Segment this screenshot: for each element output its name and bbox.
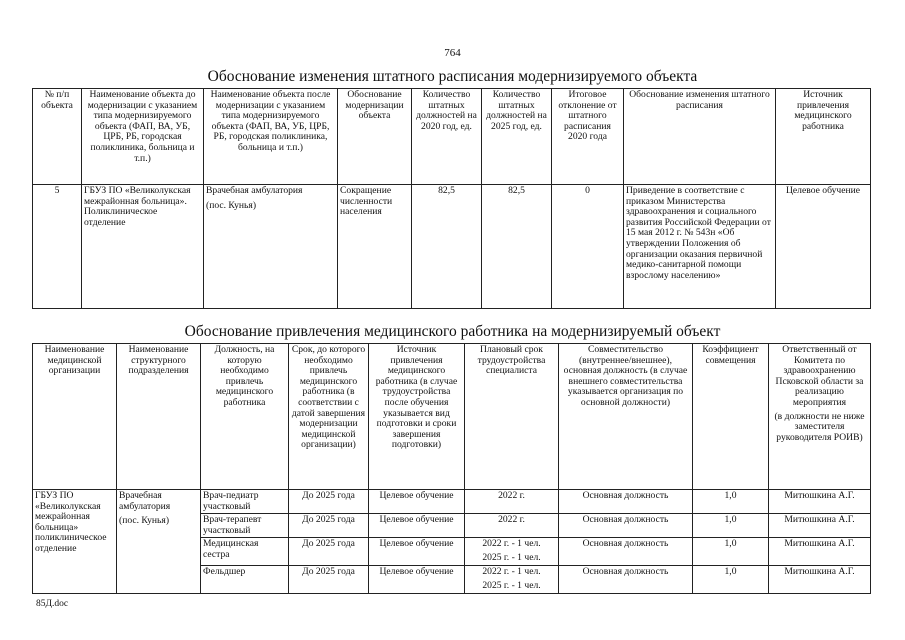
position: Врач-терапевт участковый (201, 514, 289, 538)
planned-date-1: 2022 г. (498, 514, 525, 526)
table1-title: Обоснование изменения штатного расписания модернизируемого объекта (207, 68, 698, 85)
table1-header-row (33, 89, 871, 185)
planned-date-2: 2025 г. - 1 чел. (482, 551, 541, 563)
count-2020: 82,5 (412, 185, 482, 309)
table2-header-cell: Совместительство (внутреннее/внешнее), основная должность (в случае внешнего совместительства указывается организация по основной должности) (559, 344, 693, 490)
object-after-location: (пос. Кунья) (206, 199, 257, 211)
deviation: 0 (552, 185, 624, 309)
position: Медицинская сестра (201, 538, 289, 566)
table-row (33, 490, 871, 514)
deadline: До 2025 года (289, 490, 369, 514)
table2-title: Обоснование привлечения медицинского работника на модернизируемый объект (184, 323, 721, 340)
object-before: ГБУЗ ПО «Великолукская межрайонная больница». Поликлиническое отделение (82, 185, 204, 309)
planned-date-1: 2022 г. - 1 чел. (482, 538, 541, 550)
row-number: 5 (33, 185, 82, 309)
table2-header-cell: Источник привлечения медицинского работника (в случае трудоустройства после обучения указывается вид подготовки и сроки завершения подготовки) (369, 344, 465, 490)
table2-header-cell: Срок, до которого необходимо привлечь медицинского работника (в соответствии с датой завершения модернизации медицинской организации) (289, 344, 369, 490)
responsible: Митюшкина А.Г. (769, 514, 871, 538)
table1-header-cell: Наименование объекта до модернизации с указанием типа модернизируемого объекта (ФАП, ВА, УБ, ЦРБ, РБ, городская поликлиника, больница и т.п.) (82, 89, 204, 185)
table2-header-cell: Должность, на которую необходимо привлечь медицинского работника (201, 344, 289, 490)
object-after-name: Врачебная амбулатория (206, 185, 303, 196)
table2-header-cell: Наименование медицинской организации (33, 344, 117, 490)
table1-header-cell: Обоснование модернизации объекта (338, 89, 412, 185)
planned-date (465, 538, 559, 566)
responsible: Митюшкина А.Г. (769, 538, 871, 566)
table1-header-cell: Источник привлечения медицинского работника (776, 89, 871, 185)
planned-date (465, 490, 559, 514)
coefficient: 1,0 (693, 490, 769, 514)
source: Целевое обучение (369, 566, 465, 593)
table2-header-cell: Наименование структурного подразделения (117, 344, 201, 490)
source: Целевое обучение (369, 514, 465, 538)
staffing-change-reason: Приведение в соответствие с приказом Министерства здравоохранения и социального развития Российской Федерации от 15 мая 2012 г. № 543н «Об утверждении Положения об организации оказания первичной медико-санитарной помощи взрослому населению» (624, 185, 776, 309)
planned-date-1: 2022 г. - 1 чел. (482, 566, 541, 578)
source: Целевое обучение (369, 538, 465, 566)
table2-header-cell: Коэффициент совмещения (693, 344, 769, 490)
table1-header-cell: Количество штатных должностей на 2020 год, ед. (412, 89, 482, 185)
table1-header-cell: Обоснование изменения штатного расписания (624, 89, 776, 185)
responsible-header-note: (в должности не ниже заместителя руководителя РОИВ) (774, 410, 865, 443)
organization-name: ГБУЗ ПО «Великолукская межрайонная больница» поликлиническое отделение (33, 490, 117, 594)
source: Целевое обучение (369, 490, 465, 514)
structural-unit-name: Врачебная амбулатория (119, 490, 171, 512)
staffing-change-table (32, 88, 871, 309)
planned-date (465, 514, 559, 538)
responsible-header: Ответственный от Комитета по здравоохранению Псковской области за реализацию мероприятия (775, 344, 864, 408)
page-number: 764 (444, 47, 461, 59)
structural-unit-location: (пос. Кунья) (119, 515, 170, 527)
planned-date-2: 2025 г. - 1 чел. (482, 579, 541, 591)
coefficient: 1,0 (693, 514, 769, 538)
combination: Основная должность (559, 566, 693, 593)
worker-attraction-table (32, 343, 871, 594)
responsible: Митюшкина А.Г. (769, 490, 871, 514)
worker-source: Целевое обучение (776, 185, 871, 309)
table2-header-row (33, 344, 871, 490)
deadline: До 2025 года (289, 538, 369, 566)
table2-header-cell (769, 344, 871, 490)
table1-header-cell: Количество штатных должностей на 2025 год, ед. (482, 89, 552, 185)
planned-date-1: 2022 г. (498, 490, 525, 501)
table1-header-cell: Итоговое отклонение от штатного расписания 2020 года (552, 89, 624, 185)
table1-header-cell: Наименование объекта после модернизации с указанием типа модернизируемого объекта (ФАП, ВА, УБ, ЦРБ, РБ, городская поликлиника, больница и т.п.) (204, 89, 338, 185)
combination: Основная должность (559, 514, 693, 538)
deadline: До 2025 года (289, 514, 369, 538)
table2-header-cell: Плановый срок трудоустройства специалиста (465, 344, 559, 490)
table1-header-cell: № п/п объекта (33, 89, 82, 185)
coefficient: 1,0 (693, 566, 769, 593)
position: Фельдшер (201, 566, 289, 593)
combination: Основная должность (559, 538, 693, 566)
planned-date (465, 566, 559, 593)
count-2025: 82,5 (482, 185, 552, 309)
responsible: Митюшкина А.Г. (769, 566, 871, 593)
structural-unit (117, 490, 201, 594)
modernization-reason: Сокращение численности населения (338, 185, 412, 309)
position: Врач-педиатр участковый (201, 490, 289, 514)
coefficient: 1,0 (693, 538, 769, 566)
table-row (33, 185, 871, 309)
deadline: До 2025 года (289, 566, 369, 593)
footer-filename: 85Д.doc (36, 599, 69, 609)
object-after (204, 185, 338, 309)
combination: Основная должность (559, 490, 693, 514)
